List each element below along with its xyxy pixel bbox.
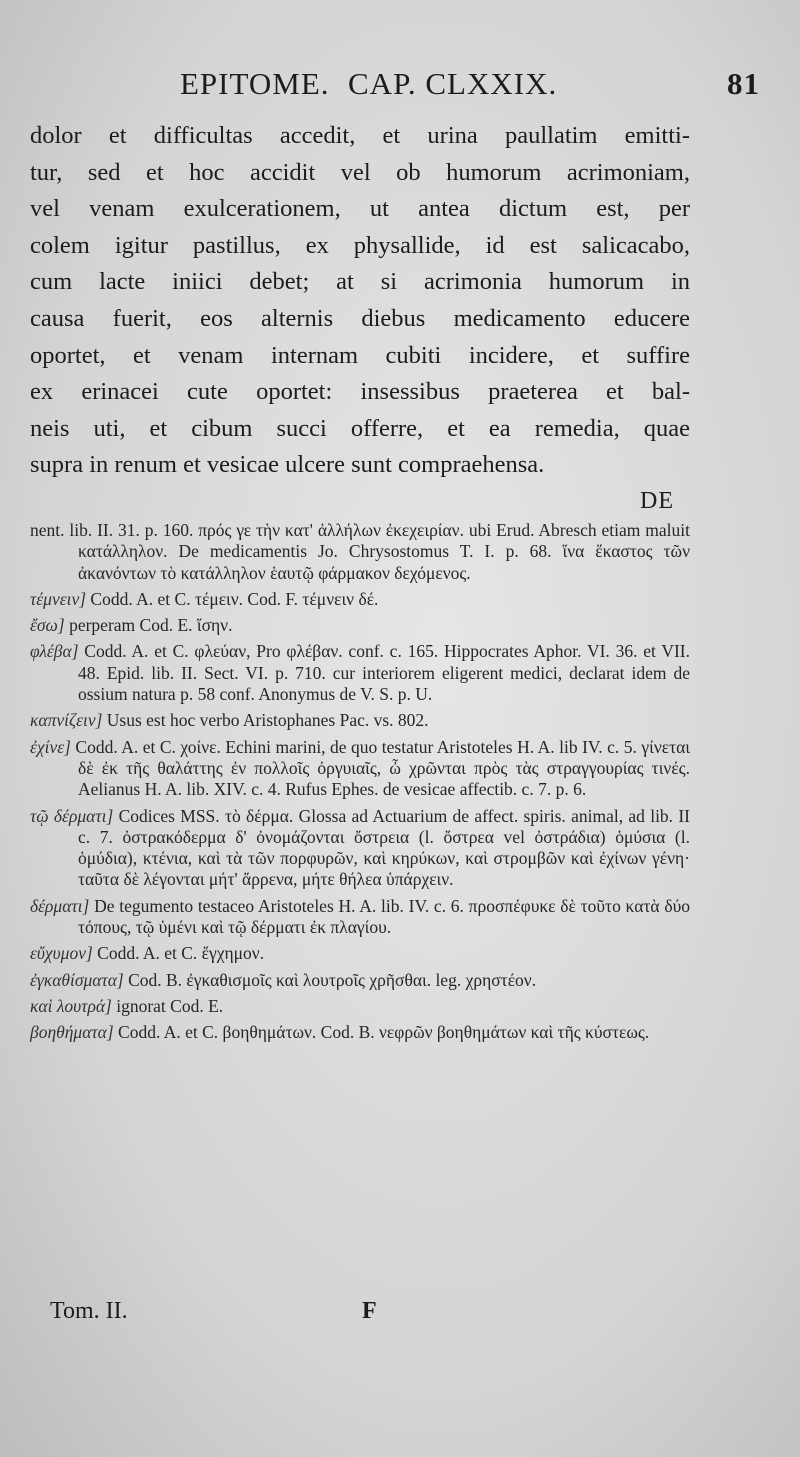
footnote xyxy=(30,615,690,636)
volume-label: Tom. II. xyxy=(50,1298,128,1324)
text-line: cum lacte iniici debet; at si acrimonia humorum in xyxy=(30,268,690,296)
footnote-text: Codd. A. et C. τέμειν. Cod. F. τέμνειν δέ. xyxy=(90,588,379,609)
running-header xyxy=(180,66,760,106)
footnote xyxy=(30,970,690,991)
text-line: oportet, et venam internam cubiti incidere, et suffire xyxy=(30,341,690,369)
chapter-heading: CAP. CLXXIX. xyxy=(348,66,558,101)
footnote xyxy=(30,896,690,939)
footnote-text: Codd. A. et C. φλεύαν, Pro φλέβαν. conf. c. 165. Hippocrates Aphor. VI. 36. et VII. 48. Epid. lib. II. Sect. VI. p. 710. cur interiorem eligerent medici, declarat idem de ossium natura p. 58 conf. Anonymus de V. S. p. U. xyxy=(78,641,690,705)
text-line: tur, sed et hoc accidit vel ob humorum acrimoniam, xyxy=(30,158,690,186)
footnote-lemma: ἔσω] xyxy=(30,615,65,636)
text-line: colem igitur pastillus, ex physallide, id est salicacabo, xyxy=(30,231,690,259)
footnote-lemma: φλέβα] xyxy=(30,641,79,662)
footnote-text: De tegumento testaceo Aristoteles H. A. lib. IV. c. 6. προσπέφυκε δὲ τοῦτο κατὰ δύο τόπους, τῷ ὑμένι καὶ τῷ δέρματι ἐκ πλαγίου. xyxy=(78,895,690,938)
footnote xyxy=(30,1022,690,1043)
footnote-lemma: καὶ λουτρά] xyxy=(30,995,112,1016)
running-title: EPITOME. xyxy=(180,66,330,101)
footnote-lemma: εὔχυμον] xyxy=(30,943,93,964)
text-line: neis uti, et cibum succi offerre, et ea remedia, quae xyxy=(30,414,690,442)
footnote xyxy=(30,996,690,1017)
footnote-lemma: τέμνειν] xyxy=(30,588,87,609)
footnote-lemma: τῷ δέρματι] xyxy=(30,805,114,826)
footnote-text: Cod. B. ἐγκαθισμοῖς καὶ λουτροῖς χρῆσθαι. leg. χρηστέον. xyxy=(128,969,537,990)
footnote-lemma: βοηθήματα] xyxy=(30,1022,114,1043)
footnote-text: nent. lib. II. 31. p. 160. πρός γε τὴν κατ' ἀλλήλων ἐκεχειρίαν. ubi Erud. Abresch etiam maluit κατάλληλον. De medicamentis Jo. Chrysostomus T. I. p. 68. ἵνα ἕκαστος τῶν ἀκανόντων τὸ κατάλληλον ἑαυτῷ φάρμακον δεχόμενος. xyxy=(30,520,690,583)
footnote-lemma: ἐγκαθίσματα] xyxy=(30,969,124,990)
footnote xyxy=(30,641,690,705)
footnote-text: perperam Cod. E. ἴσην. xyxy=(69,615,233,636)
footnote-text: Codd. A. et C. βοηθημάτων. Cod. B. νεφρῶν βοηθημάτων καὶ τῆς κύστεως. xyxy=(118,1022,650,1043)
signature-mark: F xyxy=(362,1298,377,1324)
catchword: DE xyxy=(640,488,674,514)
footnote xyxy=(30,710,690,731)
footnote-text: Codd. A. et C. ἔγχημον. xyxy=(97,943,265,964)
footnote-lemma: καπνίζειν] xyxy=(30,710,103,731)
text-line: causa fuerit, eos alternis diebus medicamento educere xyxy=(30,304,690,332)
footnote xyxy=(30,943,690,964)
footnote xyxy=(30,520,690,584)
footnote-text: Usus est hoc verbo Aristophanes Pac. vs. 802. xyxy=(106,710,429,731)
footnote xyxy=(30,806,690,891)
main-text xyxy=(30,118,690,484)
footnote xyxy=(30,589,690,610)
page-number: 81 xyxy=(727,66,760,101)
text-line: ex erinacei cute oportet: insessibus praeterea et bal- xyxy=(30,378,690,406)
footnote-text: ignorat Cod. E. xyxy=(116,995,224,1016)
footnote-lemma: ἐχίνε] xyxy=(30,736,71,757)
text-line: supra in renum et vesicae ulcere sunt compraehensa. xyxy=(30,451,545,479)
footnote-lemma: δέρματι] xyxy=(30,895,90,916)
footnotes xyxy=(30,520,690,1049)
text-line: dolor et difficultas accedit, et urina paullatim emitti- xyxy=(30,122,690,149)
footnote xyxy=(30,737,690,801)
footnote-text: Codd. A. et C. χοίνε. Echini marini, de quo testatur Aristoteles H. A. lib IV. c. 5. γίνεται δὲ ἐκ τῆς θαλάττης ἐν πολλοῖς ὀργυιαῖς, ὦ χρῶνται πρὸς τὰς στραγγουρίας τινές. Aelianus H. A. lib. XIV. c. 4. Rufus Ephes. de vesicae affectib. c. 7. p. 6. xyxy=(75,736,690,800)
footnote-text: Codices MSS. τὸ δέρμα. Glossa ad Actuarium de affect. spiris. animal, ad lib. II c. 7. ὀστρακόδερμα δ' ὀνομάζονται ὄστρεια (l. ὄστρεα vel ὀστράδια) ὁμύσια (l. ὁμύδια), κτένια, καὶ τὰ τῶν πορφυρῶν, καὶ κηρύκων, καὶ στρομβῶν καὶ ἐχίνων γένη· ταῦτα δὲ λέγονται μήτ' ἄρρενα, μήτε θήλεα ὑπάρχειν. xyxy=(78,805,691,890)
text-line: vel venam exulcerationem, ut antea dictum est, per xyxy=(30,195,690,223)
